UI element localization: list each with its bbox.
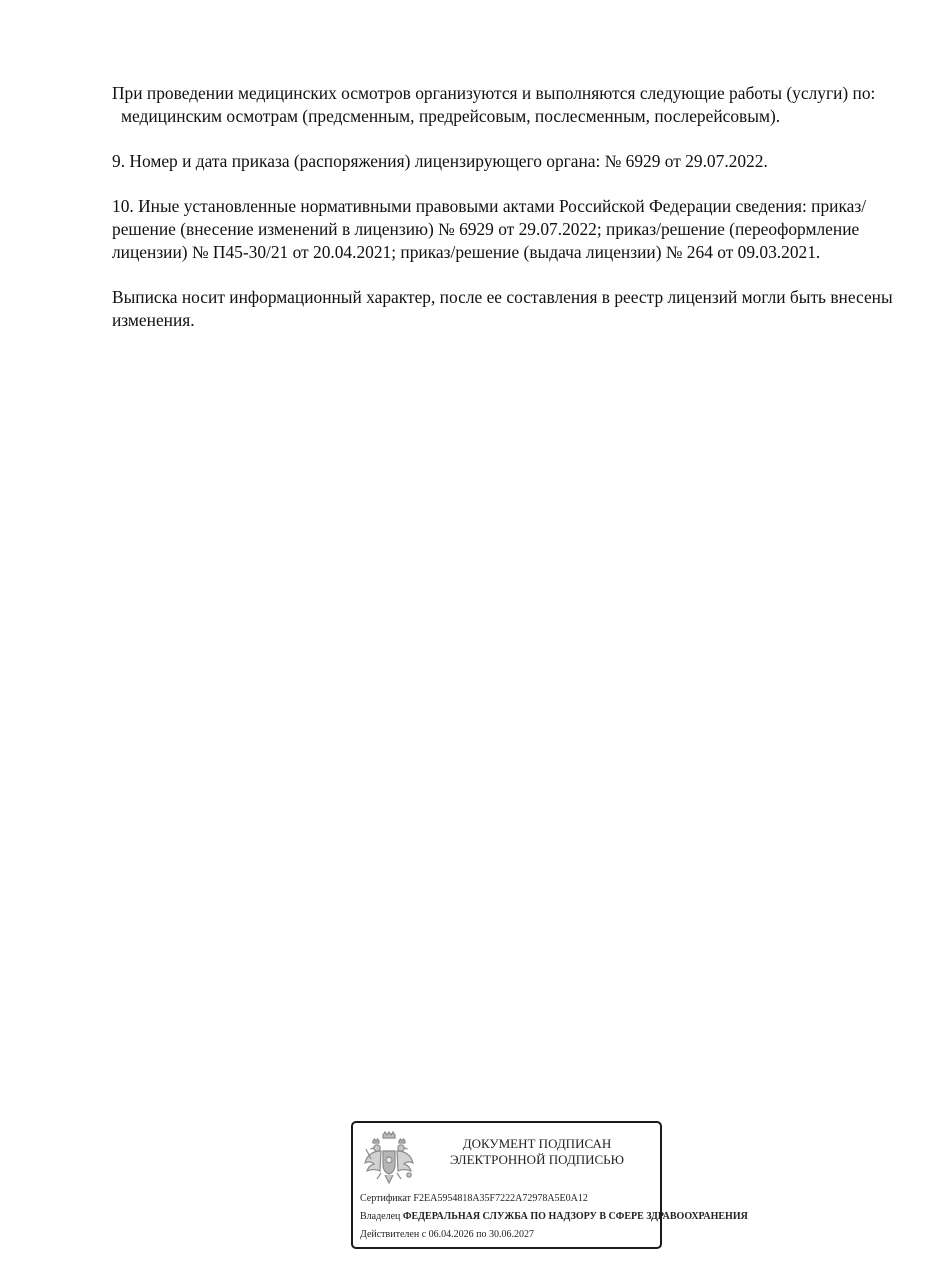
stamp-title-line-1: ДОКУМЕНТ ПОДПИСАН [462, 1136, 612, 1151]
electronic-signature-stamp [351, 1121, 748, 1249]
order-number-text: 9. Номер и дата приказа (распоряжения) лицензирующего органа: № 6929 от 29.07.2022. [112, 151, 768, 171]
certificate-line [360, 1193, 588, 1205]
medical-examinations-paragraph [112, 82, 912, 128]
other-information-text: 10. Иные установленные нормативными правовыми актами Российской Федерации сведения: приказ/решение (внесение изменений в лицензию) № 6929 от 29.07.2022; приказ/решение (переоформление лицензии) № П45-30/21 от 20.04.2021; приказ/решение (выдача лицензии) № 264 от 09.03.2021. [112, 196, 867, 262]
disclaimer-paragraph [112, 286, 912, 332]
medical-examinations-list: медицинским осмотрам (предсменным, предрейсовым, послесменным, послерейсовым). [121, 106, 781, 126]
stamp-title-line-2: ЭЛЕКТРОННОЙ ПОДПИСЬЮ [450, 1152, 624, 1167]
document-body [112, 82, 912, 354]
validity-line: Действителен с 06.04.2026 по 30.06.2027 [360, 1229, 534, 1240]
certificate-label: Сертификат [360, 1193, 411, 1204]
stamp-title [423, 1136, 651, 1168]
disclaimer-text: Выписка носит информационный характер, после ее составления в реестр лицензий могли быть внесены изменения. [112, 287, 893, 330]
other-information-paragraph [112, 195, 912, 264]
owner-line [360, 1211, 748, 1223]
owner-label: Владелец [360, 1211, 401, 1222]
owner-value: ФЕДЕРАЛЬНАЯ СЛУЖБА ПО НАДЗОРУ В СФЕРЕ ЗДРАВООХРАНЕНИЯ [402, 1211, 748, 1222]
medical-examinations-intro: При проведении медицинских осмотров организуются и выполняются следующие работы (услуги) по: [112, 83, 876, 103]
order-number-paragraph [112, 150, 912, 173]
certificate-value: F2EA5954818A35F7222A72978A5E0A12 [413, 1193, 588, 1204]
double-headed-eagle-emblem-icon [363, 1129, 415, 1189]
